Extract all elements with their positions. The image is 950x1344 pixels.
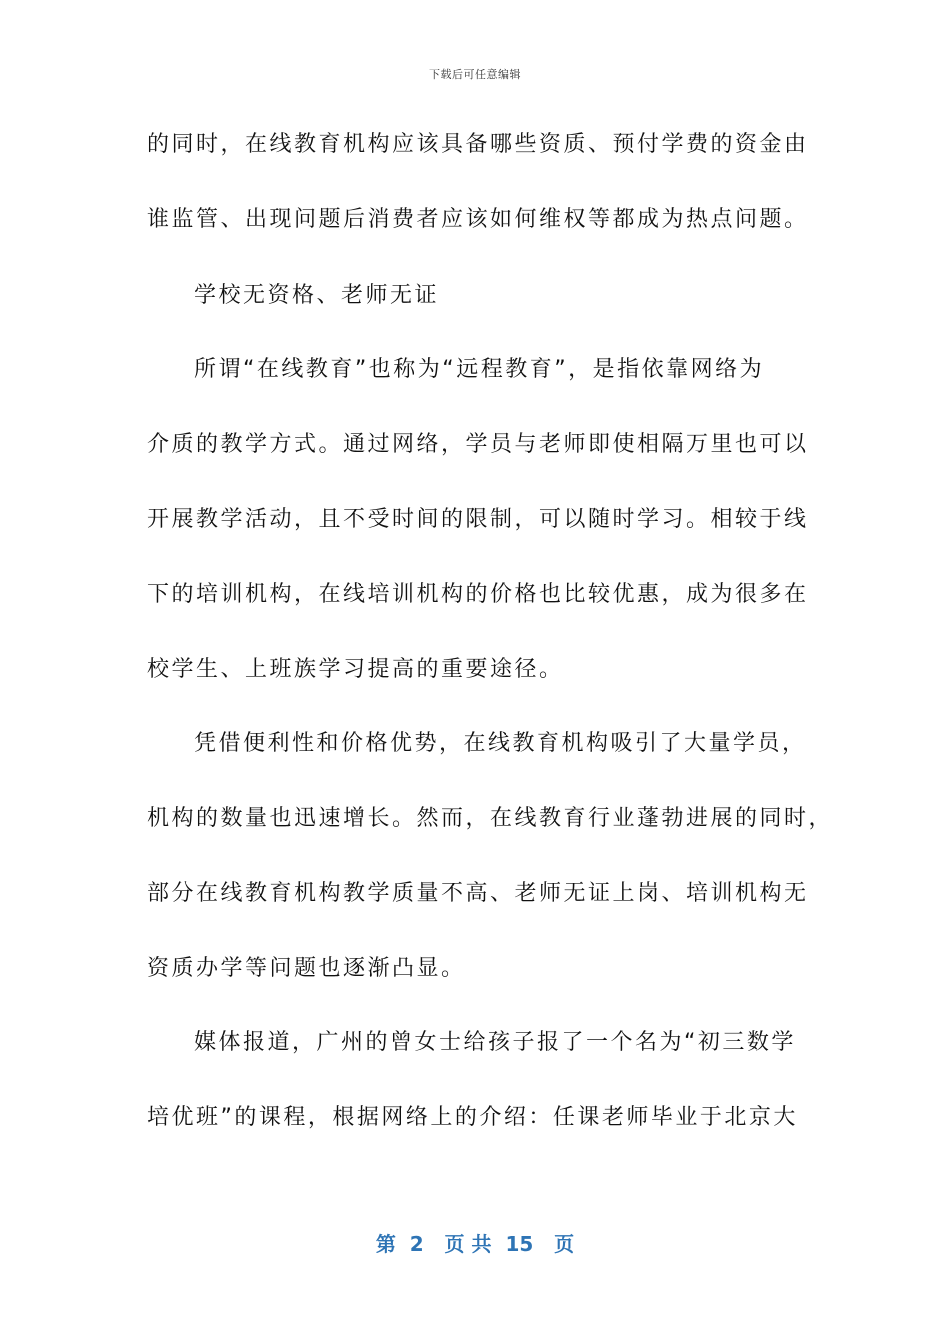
page-header: 下载后可任意编辑 [429,68,521,81]
body-line: 校学生、上班族学习提高的重要途径。 [147,657,564,682]
body-line: 培优班”的课程，根据网络上的介绍：任课老师毕业于北京大 [147,1105,798,1130]
body-line: 所谓“在线教育”也称为“远程教育”，是指依靠网络为 [194,357,765,382]
body-line: 机构的数量也迅速增长。然而，在线教育行业蓬勃进展的同时， [147,806,834,831]
section-heading: 学校无资格、老师无证 [194,283,440,308]
body-line: 谁监管、出现问题后消费者应该如何维权等都成为热点问题。 [147,207,809,232]
body-line: 资质办学等问题也逐渐凸显。 [147,956,466,981]
body-line: 开展教学活动，且不受时间的限制，可以随时学习。相较于线 [147,507,809,532]
body-line: 的同时，在线教育机构应该具备哪些资质、预付学费的资金由 [147,132,809,157]
body-line: 下的培训机构，在线培训机构的价格也比较优惠，成为很多在 [147,582,809,607]
body-line: 凭借便利性和价格优势，在线教育机构吸引了大量学员， [194,731,807,756]
body-line: 媒体报道，广州的曾女士给孩子报了一个名为“初三数学 [194,1030,796,1055]
page-number-footer: 第 2 页 共 15 页 [375,1232,575,1256]
body-line: 介质的教学方式。通过网络，学员与老师即使相隔万里也可以 [147,432,809,457]
body-line: 部分在线教育机构教学质量不高、老师无证上岗、培训机构无 [147,881,809,906]
